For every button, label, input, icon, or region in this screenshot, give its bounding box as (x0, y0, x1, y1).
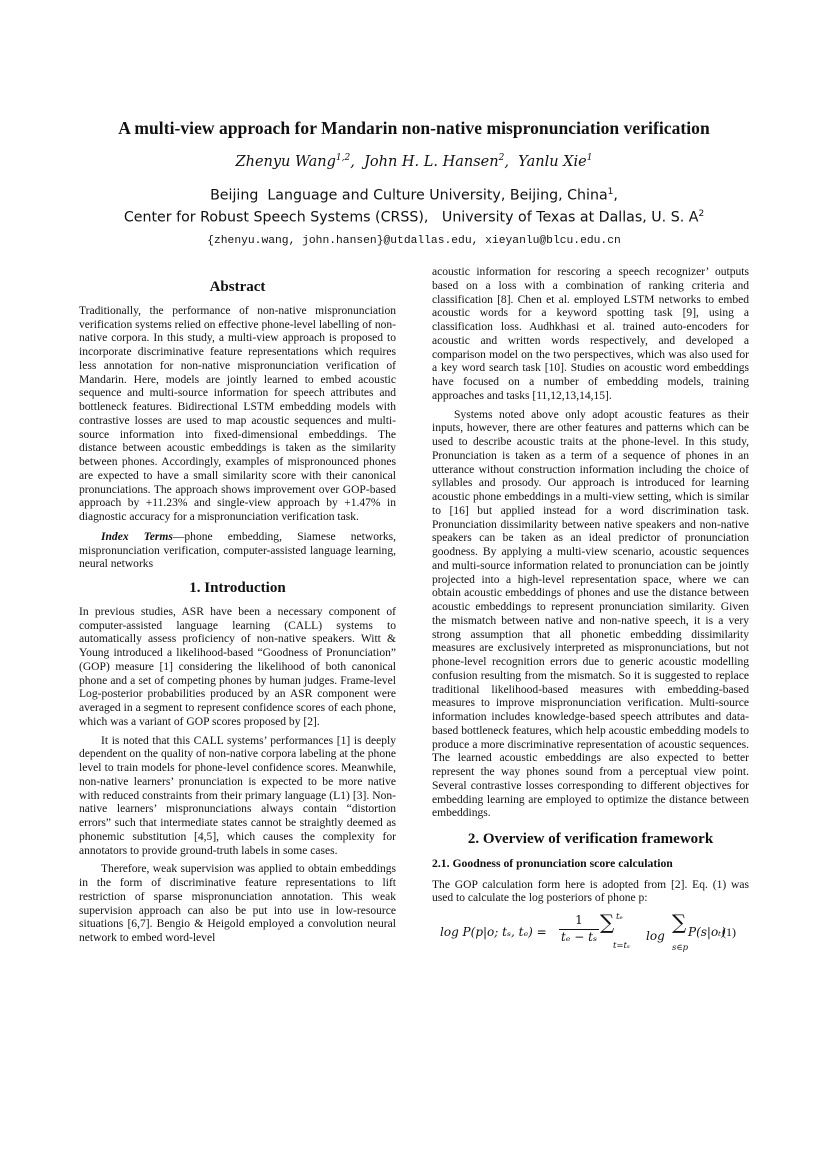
sum2-lower-limit: s∈p (672, 943, 689, 953)
equation-fraction (559, 914, 599, 945)
fraction-numerator: 1 (575, 913, 583, 927)
index-terms-text: —phone embedding, Siamese networks, mispronunciation verification, computer-assisted language learning, neural networks (79, 530, 396, 571)
abstract-heading: Abstract (209, 279, 266, 295)
equation-number: (1) (722, 925, 736, 939)
equation-log: log (646, 929, 665, 943)
intro-paragraph-1: In previous studies, ASR have been a necessary component of computer-assisted language learning (CALL) systems to automatically assess proficiency of non-native speakers. Witt & Young introduced a likelihood-based “Goodness of Pronunciation” (GOP) measure [1] considering the likelihood of both canonical phone and a set of competing phones by human judges. Frame-level Log-posterior probabilities produced by an ASR component were averaged in a segment to represent confidence scores of each phone, which was a variant of GOP scores proposed by [2]. (79, 605, 396, 728)
intro-paragraph-2: It is noted that this CALL systems’ performances [1] is deeply dependent on the quality of non-native corpora labeling at the phone level to train models for phone-level confidence scores. Meanwhile, non-native learners’ pronunciation is expected to be more native with reduced constraints from their primary language (L1) [3]. Non-native learners’ mispronunciations always contain “distortion errors” such that intermediate states cannot be straightly deemed as phonemic substitution [4,5], which causes the complexity for annotators to provide ground-truth labels in some cases. (79, 734, 396, 857)
paper-title: A multi-view approach for Mandarin non-native mispronunciation verification (118, 118, 710, 138)
overview-heading: 2. Overview of verification framework (467, 831, 714, 847)
sum-upper-limit: tₑ (616, 912, 623, 922)
equation-term: P(s|oₜ) (688, 925, 726, 939)
affiliation-2: Center for Robust Speech Systems (CRSS), University of Texas at Dallas, U. S. $A^2$ (123, 209, 705, 226)
abstract-text: Traditionally, the performance of non-native mispronunciation verification systems relied on effective phone-level labelling of non-native corpora. In this study, a multi-view approach is proposed to incorporate discriminative feature representations which requires less annotation for non-native mispronunciation verification of Mandarin. Here, models are jointly learned to embed acoustic sequence and multi-source information for speech attributes and bottleneck features. Bidirectional LSTM embedding models with contrastive losses are used to map acoustic sequences and multi-source information into fixed-dimensional embeddings. The distance between acoustic embeddings is taken as the similarity between phones. Accordingly, examples of mispronounced phones are expected to have a small similarity score with their canonical pronunciations. The approach shows improvement over GOP-based approach by +11.23% and single-view approach by +1.47% in diagnostic accuracy for a mispronunciation verification task. (79, 304, 396, 523)
equation-lhs: log P(p|o; tₛ, tₑ) = (440, 925, 547, 939)
right-column (432, 266, 749, 956)
index-terms-label: Index Terms (101, 530, 173, 543)
summation-icon: ∑ (672, 910, 687, 934)
affiliation-1: Beijing Language and Culture University, Beijing, China$^1$, (210, 187, 618, 204)
sum-lower-limit: t=tₛ (613, 941, 630, 951)
intro-paragraph-5: Systems noted above only adopt acoustic features as their inputs, however, there are other features and patterns which can be used to describe acoustic traits at the phone-level. In this study, Pronunciation is taken as a term of a sequence of phones in an utterance without construction information including the choice of syllables and prosody. Our approach is introduced for learning acoustic phone embeddings in a multi-view setting, which is similar to [16] but applied instead for a word discrimination task. Pronunciation dissimilarity between native speakers and non-native speakers can be taken as an ideal predictor of pronunciation goodness. By applying a multi-view scenario, acoustic sequences and multi-source information related to pronunciation can be jointly projected into a high-level representation space, where we can obtain acoustic embeddings of phones and use the distance between acoustic embeddings to represent pronunciation similarity. Given the mismatch between native and non-native speech, it is a very strong assumption that all phonetic embedding dissimilarity measures are exclusively interpreted as mispronunciations, but not phone-level recognition errors due to generic acoustic modelling confusion resulting from the mismatch. So it is suggested to replace traditional likelihood-based measures with embedding-based measures to improve mispronunciation verification. Multi-source information includes knowledge-based speech attributes and data-based bottleneck features, which help acoustic embedding models to produce a more discriminative representation of acoustic sequences. The learned acoustic embeddings are also expected to better represent the way phones sound from a perceptual view point. Several contrastive losses corresponding to different objectives for embedding learning are employed to optimize the distance between embeddings. (432, 408, 749, 820)
introduction-heading: 1. Introduction (189, 580, 286, 596)
index-terms (79, 531, 396, 572)
left-column (79, 266, 396, 946)
intro-paragraph-3: Therefore, weak supervision was applied to obtain embeddings in the form of discriminative feature representations to lift restriction of sparse mispronunciation annotation. This weak supervision approach can also be put into use in low-resource situations [6,7]. Bengio & Heigold employed a convolution neural network to embed word-level (79, 863, 396, 944)
author-list: Zhenyu Wang$^{1,2}$, John H. L. Hansen$^2$, Yanlu Xie$^1$ (235, 153, 593, 170)
overview-text: The GOP calculation form here is adopted from [2]. Eq. (1) was used to calculate the log posteriors of phone p: (432, 878, 749, 905)
subsection-heading: 2.1. Goodness of pronunciation score calculation (432, 856, 673, 870)
intro-paragraph-4: acoustic information for rescoring a speech recognizer’ outputs based on a loss with a combination of ranking criteria and classification [8]. Chen et al. employed LSTM networks to embed acoustic words for a keyword spotting task [9], using a classification loss. Audhkhasi et al. trained auto-encoders for acoustic and written words respectively, and developed a comparison model on the two perspectives, which was also used for a key word search task [10]. Studies on acoustic word embeddings have focused on a number of embedding models, training approaches and tasks [11,12,13,14,15]. (432, 266, 749, 402)
equation-1 (432, 910, 749, 956)
summation-icon: ∑ (600, 910, 615, 934)
author-emails: {zhenyu.wang, john.hansen}@utdallas.edu, xieyanlu@blcu.edu.cn (207, 235, 621, 247)
fraction-denominator: tₑ − tₛ (560, 929, 598, 944)
